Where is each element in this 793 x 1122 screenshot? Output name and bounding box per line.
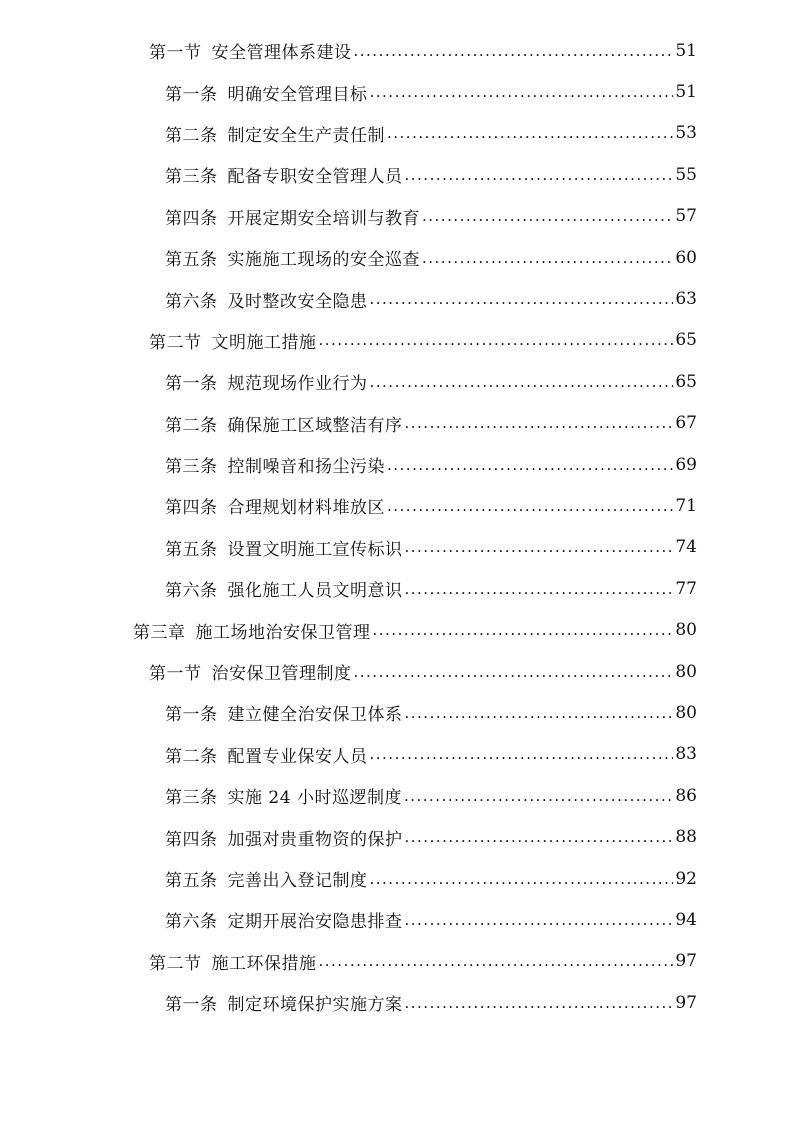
toc-entry-label	[165, 452, 385, 477]
toc-entry-label	[165, 287, 368, 312]
toc-entry-title: 配备专职安全管理人员	[227, 167, 403, 188]
toc-entry-title: 安全管理体系建设	[211, 43, 352, 64]
dot-leader	[405, 538, 674, 556]
toc-entry-number: 第五条	[165, 539, 218, 560]
toc-entry-title: 强化施工人员文明意识	[227, 581, 403, 602]
toc-entry-page-number: 51	[675, 40, 697, 61]
toc-entry[interactable]	[0, 361, 793, 402]
toc-entry-label	[165, 369, 368, 394]
toc-entry[interactable]	[0, 941, 793, 982]
toc-entry-page-number: 80	[675, 661, 697, 682]
toc-entry[interactable]	[0, 734, 793, 775]
toc-entry-label	[165, 907, 403, 932]
dot-leader	[370, 373, 674, 391]
toc-entry[interactable]	[0, 444, 793, 485]
toc-entry-page-number: 97	[675, 951, 697, 972]
toc-entry-number: 第二节	[149, 953, 202, 974]
toc-entry-page-number: 51	[675, 82, 697, 103]
toc-entry[interactable]	[0, 403, 793, 444]
toc-entry-number: 第五条	[165, 871, 218, 891]
toc-entry-label	[165, 576, 403, 601]
toc-entry-label	[165, 825, 403, 850]
toc-entry-number: 第六条	[165, 581, 218, 602]
toc-entry[interactable]	[0, 30, 793, 71]
toc-entry-title: 文明施工措施	[211, 332, 317, 353]
dot-leader	[405, 994, 674, 1012]
dot-leader	[405, 828, 674, 846]
toc-entry-label	[165, 493, 385, 518]
toc-entry-page-number: 65	[675, 330, 697, 351]
toc-entry-label	[165, 245, 420, 270]
dot-leader	[370, 290, 674, 308]
toc-entry-number: 第三章	[133, 622, 186, 643]
dot-leader	[319, 952, 674, 970]
toc-entry-number: 第五条	[165, 250, 218, 271]
toc-entry-label	[165, 742, 368, 767]
toc-entry-number: 第六条	[165, 912, 218, 933]
toc-entry[interactable]	[0, 278, 793, 319]
toc-entry-label	[165, 783, 402, 808]
toc-entry-page-number: 60	[675, 247, 697, 268]
dot-leader	[405, 911, 674, 929]
toc-entry-number: 第三条	[165, 788, 218, 809]
dot-leader	[319, 331, 674, 349]
toc-entry-title: 制定环境保护实施方案	[227, 995, 403, 1016]
toc-entry-page-number: 77	[675, 578, 697, 599]
toc-entry-label	[165, 990, 403, 1015]
toc-entry-page-number: 86	[675, 785, 697, 806]
toc-entry[interactable]	[0, 692, 793, 733]
toc-entry-number: 第一条	[165, 374, 218, 395]
toc-entry-page-number: 55	[675, 164, 697, 185]
dot-leader	[405, 414, 674, 432]
dot-leader	[354, 42, 674, 60]
toc-entry-title: 开展定期安全培训与教育	[227, 208, 420, 229]
toc-entry-title: 明确安全管理目标	[227, 84, 368, 105]
toc-entry-title: 确保施工区域整洁有序	[227, 415, 403, 436]
toc-entry[interactable]	[0, 527, 793, 568]
toc-entry[interactable]	[0, 568, 793, 609]
toc-entry-title: 控制噪音和扬尘污染	[227, 457, 385, 478]
toc-entry-title: 制定安全生产责任制	[227, 125, 385, 146]
toc-entry-title: 规范现场作业行为	[227, 374, 368, 395]
toc-entry[interactable]	[0, 609, 793, 650]
toc-entry-page-number: 71	[675, 495, 697, 516]
toc-entry-number: 第四条	[165, 829, 218, 850]
toc-entry-number: 第二条	[165, 125, 218, 146]
toc-entry-page-number: 94	[675, 909, 697, 930]
toc-entry-label	[149, 949, 317, 974]
toc-entry-label	[165, 866, 368, 891]
toc-entry-page-number: 97	[675, 992, 697, 1013]
dot-leader	[405, 704, 674, 722]
dot-leader	[422, 249, 673, 267]
toc-entry-label	[165, 80, 368, 105]
dot-leader	[373, 621, 674, 639]
toc-entry-page-number: 63	[675, 289, 697, 310]
toc-entry-page-number: 80	[675, 702, 697, 723]
toc-entry-page-number: 57	[675, 206, 697, 227]
toc-entry-page-number: 83	[675, 744, 697, 765]
toc-entry[interactable]	[0, 196, 793, 237]
toc-entry-page-number: 67	[675, 413, 697, 434]
toc-entry-number: 第四条	[165, 498, 218, 519]
toc-entry-title: 施工环保措施	[211, 953, 317, 974]
toc-entry-page-number: 80	[675, 620, 697, 641]
toc-entry-label	[149, 328, 317, 353]
toc-entry-number: 第二节	[149, 332, 202, 353]
toc-entry-number: 第一节	[149, 43, 202, 64]
dot-leader	[422, 207, 673, 225]
toc-entry-title: 加强对贵重物资的保护	[227, 829, 403, 850]
toc-entry-title: 完善出入登记制度	[227, 871, 368, 891]
dot-leader	[405, 580, 674, 598]
toc-entry-page-number: 69	[675, 454, 697, 475]
toc-entry[interactable]	[0, 154, 793, 195]
toc-entry-label	[149, 38, 352, 63]
toc-entry-number: 第三条	[165, 167, 218, 188]
toc-entry-title: 设置文明施工宣传标识	[227, 539, 403, 560]
toc-entry-title: 合理规划材料堆放区	[227, 498, 385, 519]
toc-entry[interactable]	[0, 899, 793, 940]
dot-leader	[405, 166, 674, 184]
toc-entry-label	[165, 411, 403, 436]
toc-entry-number: 第六条	[165, 291, 218, 312]
table-of-contents	[0, 30, 793, 1023]
toc-entry-title: 实施施工现场的安全巡查	[227, 250, 420, 271]
toc-entry-title: 治安保卫管理制度	[211, 664, 352, 685]
toc-entry-page-number: 53	[675, 123, 697, 144]
toc-entry-number: 第一条	[165, 84, 218, 105]
dot-leader	[370, 870, 674, 888]
toc-entry-number: 第一节	[149, 664, 202, 685]
dot-leader	[404, 787, 673, 805]
toc-entry-label	[133, 618, 371, 643]
toc-entry[interactable]	[0, 320, 793, 361]
toc-entry-label	[165, 204, 420, 229]
toc-entry-title: 配置专业保安人员	[227, 746, 368, 767]
toc-entry[interactable]	[0, 113, 793, 154]
toc-entry-number: 第四条	[165, 208, 218, 229]
toc-entry[interactable]	[0, 775, 793, 816]
toc-entry-number: 第二条	[165, 415, 218, 436]
toc-entry[interactable]	[0, 237, 793, 278]
toc-entry-number: 第一条	[165, 705, 218, 726]
toc-entry[interactable]	[0, 816, 793, 857]
dot-leader	[370, 83, 674, 101]
toc-entry-title: 及时整改安全隐患	[227, 291, 368, 312]
toc-entry-number: 第三条	[165, 457, 218, 478]
dot-leader	[370, 745, 674, 763]
dot-leader	[387, 456, 673, 474]
toc-entry[interactable]	[0, 651, 793, 692]
toc-entry-page-number: 65	[675, 371, 697, 392]
toc-entry-label	[149, 659, 352, 684]
toc-entry[interactable]	[0, 71, 793, 112]
toc-entry-title: 施工场地治安保卫管理	[195, 622, 371, 643]
toc-entry-title: 定期开展治安隐患排查	[227, 912, 403, 933]
toc-entry[interactable]	[0, 982, 793, 1023]
dot-leader	[387, 124, 673, 142]
toc-entry[interactable]	[0, 485, 793, 526]
toc-entry-label	[165, 700, 403, 725]
toc-entry-title: 建立健全治安保卫体系	[227, 705, 403, 726]
toc-entry-label	[165, 535, 403, 560]
toc-entry-page-number: 92	[675, 868, 697, 889]
toc-entry-title: 实施 24 小时巡逻制度	[227, 788, 402, 809]
dot-leader	[354, 663, 674, 681]
toc-entry-page-number: 88	[675, 827, 697, 848]
toc-entry[interactable]	[0, 858, 793, 899]
toc-entry-number: 第一条	[165, 995, 218, 1016]
toc-entry-page-number: 74	[675, 537, 697, 558]
toc-entry-number: 第二条	[165, 746, 218, 767]
dot-leader	[387, 497, 673, 515]
toc-entry-label	[165, 162, 403, 187]
toc-entry-label	[165, 121, 385, 146]
